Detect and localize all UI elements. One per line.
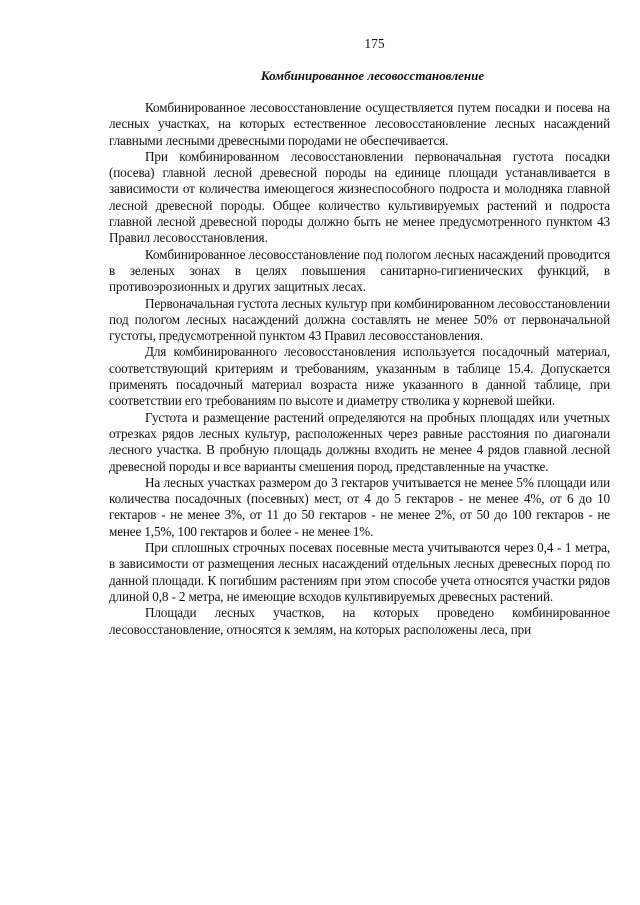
paragraph: При сплошных строчных посевах посевные места учитываются через 0,4 - 1 метра, в зависимости от размещения лесных насаждений отдельных лесных древесных пород по данной площади. К погибшим растениям при этом способе учета относятся участки рядов длиной 0,8 - 2 метра, не имеющие всходов культивируемых древесных растений. [109,540,610,604]
paragraph: На лесных участках размером до 3 гектаров учитывается не менее 5% площади или количества посадочных (посевных) мест, от 4 до 5 гектаров - не менее 4%, от 6 до 10 гектаров - не менее 3%, от 11 до 50 гектаров - не менее 2%, от 50 до 100 гектаров - не менее 1,5%, 100 гектаров и более - не менее 1%. [109,474,610,539]
body-text [109,100,610,638]
paragraph: При комбинированном лесовосстановлении первоначальная густота посадки (посева) главной лесной древесной породы на единице площади устанавливается в зависимости от количества имеющегося жизнеспособного подроста и молодняка главной лесной древесной породы. Общее количество культивируемых растений и подроста главной лесной древесной породы должно быть не менее предусмотренного пунктом 43 Правил лесовосстановления. [109,148,610,246]
page-number: 175 [364,36,385,51]
paragraph: Первоначальная густота лесных культур при комбинированном лесовосстановлении под пологом лесных насаждений должна составлять не менее 50% от первоначальной густоты, предусмотренной пунктом 43 Правил лесовосстановления. [109,295,610,344]
paragraph: Для комбинированного лесовосстановления используется посадочный материал, соответствующий критериям и требованиям, указанным в таблице 15.4. Допускается применять посадочный материал возраста ниже указанного в данной таблице, при соответствии его требованиям по высоте и диаметру стволика у корневой шейки. [109,344,610,409]
paragraph: Комбинированное лесовосстановление под пологом лесных насаждений проводится в зеленых зонах в целях повышения санитарно-гигиенических функций, в противоэрозионных и других защитных лесах. [109,246,610,295]
section-title: Комбинированное лесовосстановление [260,68,485,83]
paragraph: Площади лесных участков, на которых проведено комбинированное лесовосстановление, относятся к землям, на которых расположены леса, при [109,605,610,637]
paragraph: Густота и размещение растений определяются на пробных площадях или учетных отрезках рядов лесных культур, расположенных через равные расстояния по диагонали лесного участка. В пробную площадь должны входить не менее 4 рядов главной лесной древесной породы и все варианты смешения пород, представленные на участке. [109,409,610,474]
paragraph: Комбинированное лесовосстановление осуществляется путем посадки и посева на лесных участках, на которых естественное лесовосстановление лесных насаждений главными лесными древесными породами не обеспечивается. [109,100,610,148]
